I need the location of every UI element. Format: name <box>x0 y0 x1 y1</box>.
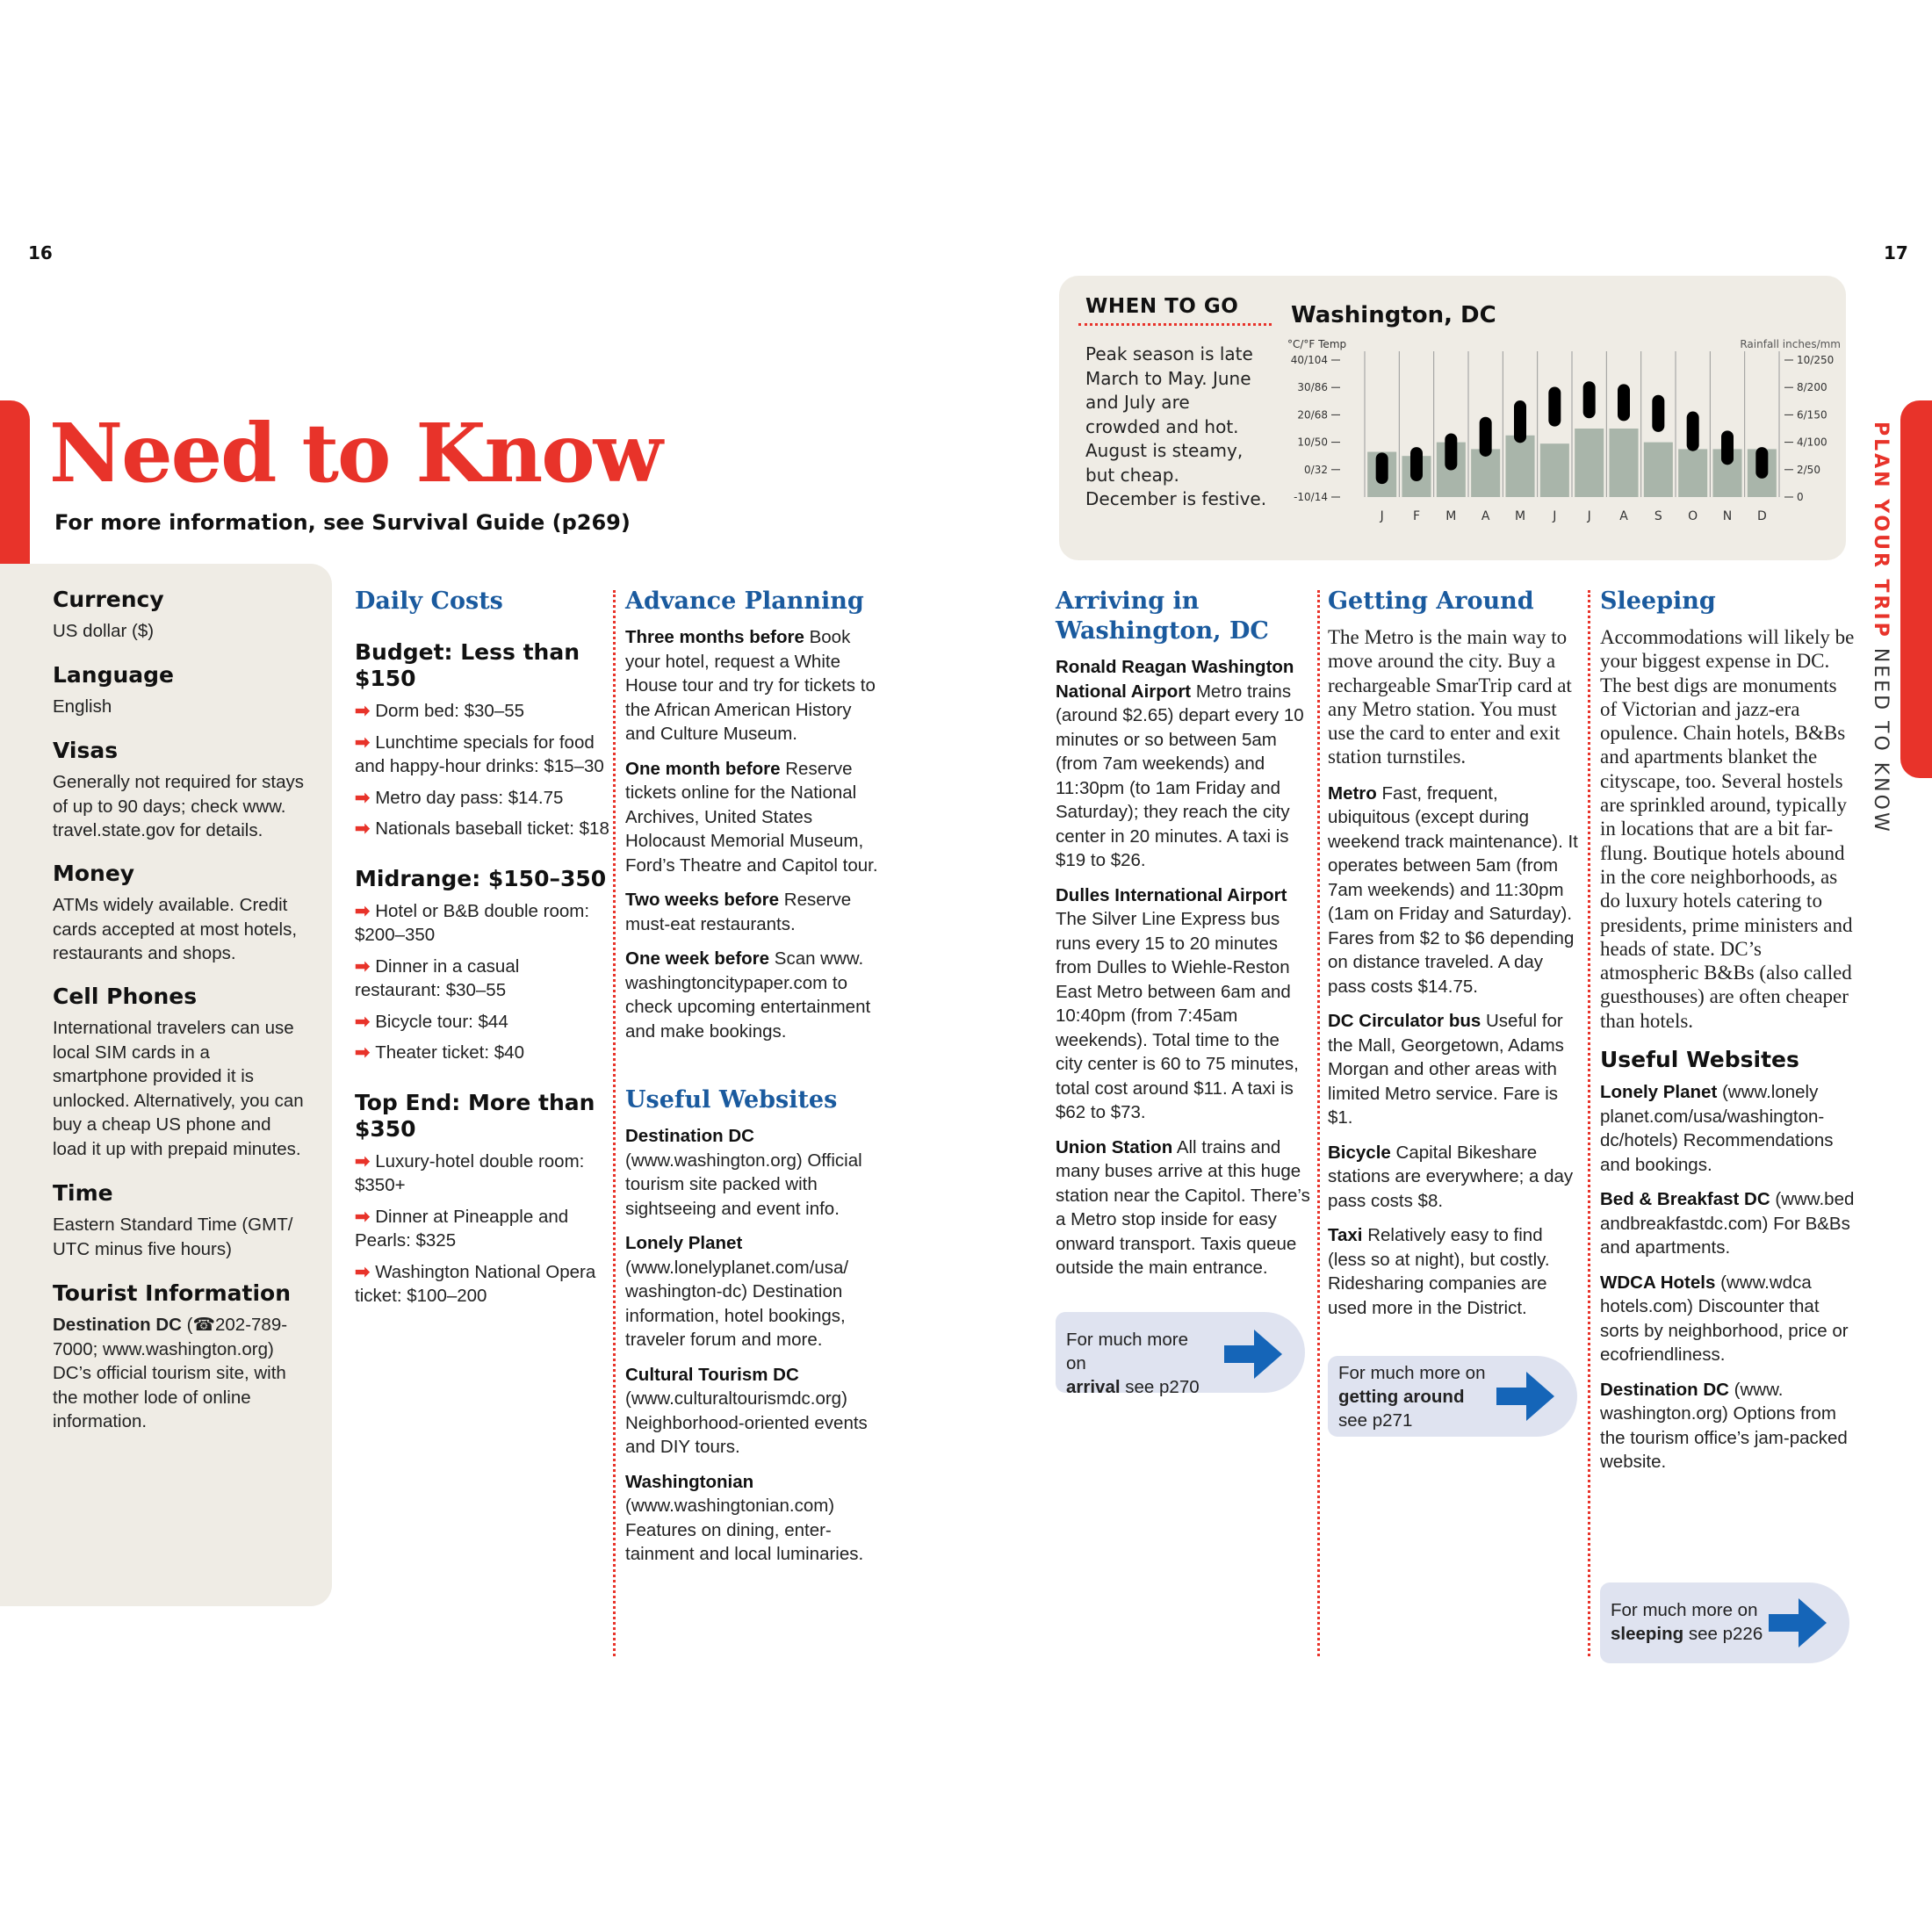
cost-item <box>355 817 609 841</box>
cost-item <box>355 699 609 724</box>
advance-planning-entries <box>625 625 880 1043</box>
rain-tick-label: 0 <box>1797 491 1804 503</box>
getting-around-entries <box>1328 782 1579 1321</box>
entry-text: Scan www. washingtoncitypaper.com to check upcoming entertainment and make bookings. <box>625 948 871 1042</box>
temp-tick-label: 10/50 <box>1297 436 1328 449</box>
midrange-list <box>355 899 609 1065</box>
entry-title: Taxi <box>1328 1225 1363 1246</box>
getting-around-more-pre: For much more on <box>1338 1363 1486 1383</box>
sleeping-more-post: see p226 <box>1688 1624 1763 1644</box>
cost-item-text: Bicycle tour: $44 <box>375 1011 508 1032</box>
sleeping-heading: Sleeping <box>1600 588 1716 615</box>
month-label: J <box>1587 509 1591 523</box>
red-arrow-icon: ➡ <box>355 1261 371 1282</box>
entry <box>1328 1141 1579 1214</box>
cost-item-text: Lunchtime specials for food and happy-hour drinks: $15–30 <box>355 732 604 776</box>
cost-item-text: Metro day pass: $14.75 <box>375 787 564 808</box>
sleeping-websites-heading: Useful Websites <box>1600 1047 1799 1073</box>
arrival-more-button[interactable] <box>1056 1312 1305 1397</box>
getting-around-intro: The Metro is the main way to move around the city. Buy a rechargeable SmarTrip card at any Metro station. You must use the card to enter and exit station turnstiles. <box>1328 626 1572 768</box>
currency-body: US dollar ($) <box>53 621 155 641</box>
arrival-more-text <box>1066 1328 1207 1399</box>
entry-title: Lonely Planet <box>1600 1082 1718 1103</box>
entry <box>1328 782 1579 999</box>
when-to-go-body: Peak season is late March to May. June and July are crowded and hot. August is steamy, but cheap. December is festive. <box>1085 343 1267 509</box>
entry-title: Lonely Planet <box>625 1233 743 1253</box>
entry <box>625 1231 880 1352</box>
topend-list <box>355 1150 609 1308</box>
entry <box>625 1470 880 1567</box>
red-arrow-icon: ➡ <box>355 955 371 977</box>
entry-title: Washingtonian <box>625 1471 754 1492</box>
getting-around-column <box>1328 587 1579 1330</box>
money-heading: Money <box>53 861 135 886</box>
useful-websites-entries <box>625 1124 880 1567</box>
daily-costs-heading: Daily Costs <box>355 588 503 615</box>
rain-tick-label: 6/150 <box>1797 408 1827 422</box>
temp-tick-label: 20/68 <box>1297 408 1328 422</box>
money-body: ATMs widely available. Credit cards accepted at most hotels, restaurants and shops. <box>53 895 298 963</box>
tourist-info-text: (☎202-789-7000; www.washington.org) DC’s official tourism site, with the mother lode of online information. <box>53 1315 288 1431</box>
entry <box>1056 655 1310 873</box>
entry-title: Two weeks before <box>625 890 780 910</box>
entry-text: Relatively easy to find (less so at night), but costly. Ridesharing companies are used more in the District. <box>1328 1225 1550 1318</box>
red-arrow-icon: ➡ <box>355 1042 371 1063</box>
tourist-info-block <box>53 1280 307 1434</box>
month-label: S <box>1654 509 1662 523</box>
entry-text: Capital Bikeshare stations are everywhere; a day pass costs $8. <box>1328 1142 1574 1211</box>
blue-arrow-icon <box>1224 1330 1282 1379</box>
arrival-more-pre: For much more on <box>1066 1330 1188 1373</box>
cost-item-text: Dorm bed: $30–55 <box>375 701 524 721</box>
cost-item <box>355 955 609 1003</box>
entry <box>625 947 880 1043</box>
temp-axis-label: °C/°F Temp <box>1287 338 1347 350</box>
red-arrow-icon: ➡ <box>355 732 371 753</box>
red-arrow-icon: ➡ <box>355 1206 371 1227</box>
entry-title: DC Circulator bus <box>1328 1011 1481 1032</box>
month-label: M <box>1514 509 1526 523</box>
month-label: A <box>1481 509 1490 523</box>
visas-heading: Visas <box>53 738 119 763</box>
entry-text: Metro trains (around $2.65) depart every 10 minutes or so between 5am (from 7am weekends) and 11:30pm (to 1am Friday and Saturday); they reach the city center in 20 minutes. A taxi is $19 to $26. <box>1056 681 1304 870</box>
sleeping-more-text <box>1611 1598 1769 1646</box>
month-label: O <box>1688 509 1698 523</box>
cost-item-text: Theater ticket: $40 <box>375 1042 524 1063</box>
tourist-info-bold: Destination DC <box>53 1315 182 1335</box>
entry-title: Metro <box>1328 782 1377 804</box>
getting-around-more-text <box>1338 1361 1496 1432</box>
entry-text: (www.washingtonian.com) Features on dining, enter-tainment and local luminaries. <box>625 1496 864 1564</box>
entry-text: Reserve must-eat restaurants. <box>625 890 852 934</box>
cell-phones-body: International travelers can use local SIM cards in a smartphone provided it is unlocked. Alternatively, you can buy a cheap US phone and load it up with prepaid minutes. <box>53 1018 304 1159</box>
cost-item-text: Hotel or B&B double room: $200–350 <box>355 900 590 945</box>
page-number-left: 16 <box>28 242 53 263</box>
entry-title: Destination DC <box>625 1126 754 1146</box>
blue-arrow-icon <box>1496 1372 1554 1421</box>
entry-title: Bed & Breakfast DC <box>1600 1189 1770 1210</box>
money-block <box>53 861 307 966</box>
when-to-go-rule <box>1078 323 1272 326</box>
time-body: Eastern Standard Time (GMT/ UTC minus five hours) <box>53 1215 293 1259</box>
cost-item-text: Nationals baseball ticket: $18 <box>375 818 609 839</box>
topend-heading: Top End: More than $350 <box>355 1089 595 1142</box>
rainfall-bar <box>1678 449 1707 497</box>
month-label: D <box>1756 509 1767 523</box>
side-label-rest: NEED TO KNOW <box>1870 647 1892 834</box>
budget-heading: Budget: Less than $150 <box>355 639 580 691</box>
sleeping-intro: Accommodations will likely be your biggest expense in DC. The best digs are monuments of Victorian and jazz-era opulence. Chain hotels, B&Bs and apartments blanket the cityscape, too. Several hostels are sprinkled around, typically in locations that are a bit far-flung. Boutique hotels abound in the core neighborhoods, as do luxury hotels catering to presidents, prime ministers and heads of state. DC’s atmospheric B&Bs (also called guesthouses) are often cheaper than hotels. <box>1600 626 1855 1032</box>
red-arrow-icon: ➡ <box>355 1011 371 1032</box>
entry-title: One month before <box>625 758 781 779</box>
cost-item <box>355 1205 609 1253</box>
quick-facts-sidebar <box>0 564 332 1606</box>
sleeping-more-button[interactable] <box>1600 1582 1849 1663</box>
arriving-entries <box>1056 655 1310 1280</box>
rain-tick-label: 8/200 <box>1797 381 1827 394</box>
entry-text: (www.bed andbreakfastdc.com) For B&Bs and apartments. <box>1600 1189 1855 1258</box>
language-body: English <box>53 696 112 717</box>
month-label: F <box>1412 509 1421 523</box>
month-label: J <box>1380 509 1384 523</box>
when-to-go-panel <box>1059 276 1846 560</box>
temp-tick-label: 0/32 <box>1304 463 1328 476</box>
arrival-more-bold: arrival <box>1066 1377 1121 1397</box>
entry-title: Destination DC <box>1600 1379 1729 1400</box>
red-arrow-icon: ➡ <box>355 787 371 808</box>
entry <box>1600 1080 1855 1177</box>
page-title: Need to Know <box>49 406 661 501</box>
month-label: M <box>1445 509 1457 523</box>
entry-title: Ronald Reagan Washington National Airport <box>1056 657 1294 702</box>
entry <box>1056 883 1310 1125</box>
currency-heading: Currency <box>53 587 164 612</box>
rain-tick-label: 2/50 <box>1797 463 1820 476</box>
entry-text: All trains and many buses arrive at this huge station near the Capitol. There’s a Metro stop inside for easy onward transport. Taxis queue outside the main entrance. <box>1056 1136 1310 1278</box>
useful-websites-heading: Useful Websites <box>625 1086 838 1114</box>
midrange-heading: Midrange: $150–350 <box>355 865 607 891</box>
cost-item <box>355 1041 609 1065</box>
cost-item-text: Luxury-hotel double room: $350+ <box>355 1150 585 1195</box>
entry <box>625 888 880 936</box>
entry-title: Bicycle <box>1328 1142 1391 1163</box>
entry-title: Union Station <box>1056 1136 1173 1157</box>
visas-block <box>53 738 307 843</box>
entry <box>625 1124 880 1221</box>
tourist-info-body <box>53 1313 307 1434</box>
cost-item <box>355 1010 609 1034</box>
cell-phones-heading: Cell Phones <box>53 984 198 1009</box>
section-side-label <box>1856 422 1892 834</box>
rain-tick-label: 4/100 <box>1797 436 1827 449</box>
entry <box>1056 1135 1310 1280</box>
column-divider <box>1588 590 1590 1656</box>
entry <box>1328 1223 1579 1320</box>
getting-around-heading: Getting Around <box>1328 588 1534 615</box>
entry-text: Reserve tickets online for the National Archives, United States Holocaust Memorial Museum, Ford’s Theatre and Capitol tour. <box>625 758 878 876</box>
rainfall-bar <box>1575 429 1604 497</box>
entry-text: Book your hotel, request a White House tour and try for tickets to the African American History and Culture Museum. <box>625 627 876 744</box>
column-divider <box>613 590 616 1656</box>
cost-item <box>355 786 609 811</box>
temp-tick-label: 40/104 <box>1290 354 1328 366</box>
tourist-info-heading: Tourist Information <box>53 1280 292 1306</box>
sleeping-entries <box>1600 1080 1855 1474</box>
cost-item-text: Dinner at Pineapple and Pearls: $325 <box>355 1206 569 1251</box>
cost-item-text: Dinner in a casual restaurant: $30–55 <box>355 955 520 1000</box>
rain-tick-label: 10/250 <box>1797 354 1835 366</box>
page-subtitle: For more information, see Survival Guide (p269) <box>54 510 631 535</box>
entry-text: (www.wdca hotels.com) Discounter that sorts by neighborhood, price or ecofriendliness. <box>1600 1272 1849 1366</box>
time-block <box>53 1180 307 1261</box>
sleeping-more-bold: sleeping <box>1611 1624 1684 1644</box>
entry <box>625 625 880 746</box>
rainfall-bar <box>1540 443 1569 497</box>
entry-text: Useful for the Mall, Georgetown, Adams Morgan and other areas with limited Metro service. Fare is $1. <box>1328 1011 1564 1128</box>
entry-text: The Silver Line Express bus runs every 15 to 20 minutes from Dulles to Wiehle-Reston East Metro between 6am and 10:40pm (from 7:45am weekends). Total time to the city center is 60 to 75 minutes, total cost around $11. A taxi is $62 to $73. <box>1056 909 1299 1122</box>
month-label: J <box>1553 509 1557 523</box>
getting-around-more-bold: getting around <box>1338 1387 1465 1407</box>
entry-title: Three months before <box>625 627 804 647</box>
entry-text: (www. washington.org) Options from the tourism office’s jam-packed website. <box>1600 1379 1848 1473</box>
entry <box>625 1363 880 1460</box>
cost-item <box>355 899 609 948</box>
entry <box>1600 1378 1855 1474</box>
entry-text: Fast, frequent, ubiquitous (except during weekend track maintenance). It operates between 5am (from 7am weekends) and 11:30pm (1am on Friday and Saturday). Fares from $2 to $6 depending on distance traveled. A day pass costs $14.75. <box>1328 782 1578 997</box>
rainfall-bar <box>1609 429 1638 497</box>
side-label-bold: PLAN YOUR TRIP <box>1870 422 1892 639</box>
red-arrow-icon: ➡ <box>355 1150 371 1171</box>
entry-title: WDCA Hotels <box>1600 1272 1716 1293</box>
month-label: A <box>1619 509 1628 523</box>
entry-text: (www.lonely planet.com/usa/washington-dc/hotels) Recommendations and bookings. <box>1600 1082 1834 1175</box>
right-section-tab <box>1900 400 1932 778</box>
entry <box>625 757 880 878</box>
cost-item-text: Washington National Opera ticket: $100–200 <box>355 1261 596 1306</box>
rain-axis-label: Rainfall inches/mm <box>1740 338 1841 350</box>
temp-tick-label: 30/86 <box>1297 381 1328 394</box>
advance-planning-heading: Advance Planning <box>625 588 864 615</box>
arriving-heading: Arriving in Washington, DC <box>1056 588 1269 645</box>
entry-title: Cultural Tourism DC <box>625 1364 799 1385</box>
entry <box>1600 1187 1855 1260</box>
advance-planning-column <box>625 587 880 1054</box>
rainfall-bar <box>1505 436 1534 497</box>
sleeping-more-pre: For much more on <box>1611 1600 1758 1620</box>
when-to-go-heading: WHEN TO GO <box>1085 295 1239 318</box>
visas-body: Generally not required for stays of up to 90 days; check www. travel.state.gov for details. <box>53 772 304 840</box>
red-arrow-icon: ➡ <box>355 900 371 921</box>
entry-title: Dulles International Airport <box>1056 884 1287 905</box>
page-number-right: 17 <box>1884 242 1908 263</box>
entry-text: (www.washington.org) Official tourism site packed with sightseeing and event info. <box>625 1150 862 1219</box>
language-heading: Language <box>53 662 175 688</box>
entry-text: (www.lonelyplanet.com/usa/ washington-dc) Destination information, hotel bookings, traveler forum and more. <box>625 1257 849 1350</box>
climate-chart <box>1287 337 1841 557</box>
currency-block <box>53 587 307 644</box>
getting-around-more-button[interactable] <box>1328 1356 1577 1437</box>
getting-around-more-post: see p271 <box>1338 1410 1413 1431</box>
chart-title: Washington, DC <box>1291 302 1496 328</box>
temp-tick-label: -10/14 <box>1294 491 1328 503</box>
arrival-more-post: see p270 <box>1125 1377 1200 1397</box>
red-arrow-icon: ➡ <box>355 701 371 721</box>
daily-costs-column <box>355 587 609 1316</box>
cost-item <box>355 1260 609 1308</box>
arriving-column <box>1056 587 1310 1291</box>
entry-title: One week before <box>625 948 770 969</box>
cell-phones-block <box>53 984 307 1161</box>
language-block <box>53 662 307 719</box>
rainfall-bar <box>1644 443 1673 497</box>
entry <box>1328 1009 1579 1130</box>
useful-websites-column <box>625 1085 880 1577</box>
blue-arrow-icon <box>1769 1598 1827 1647</box>
column-divider <box>1317 590 1320 1656</box>
cost-item <box>355 731 609 779</box>
entry <box>1600 1271 1855 1367</box>
budget-list <box>355 699 609 841</box>
red-arrow-icon: ➡ <box>355 818 371 839</box>
time-heading: Time <box>53 1180 113 1206</box>
month-label: N <box>1722 509 1733 523</box>
sleeping-column <box>1600 587 1855 1485</box>
cost-item <box>355 1150 609 1198</box>
entry-text: (www.culturaltourismdc.org) Neighborhood-oriented events and DIY tours. <box>625 1388 868 1457</box>
